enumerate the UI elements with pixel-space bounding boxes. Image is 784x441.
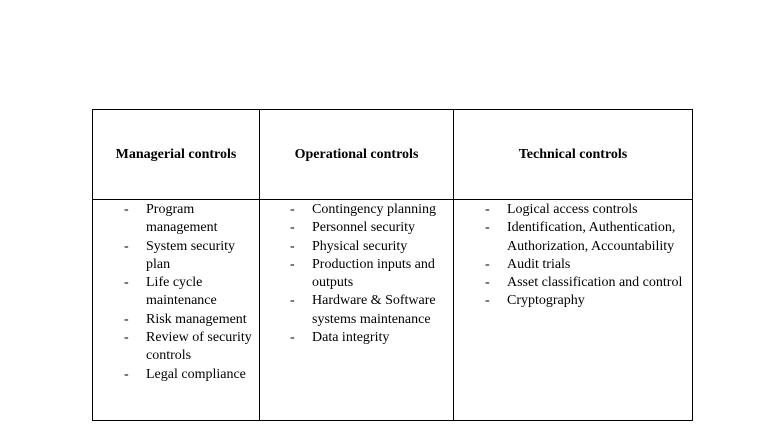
managerial-controls-cell: [93, 200, 260, 421]
header-technical-controls: Technical controls: [454, 110, 693, 200]
dash-bullet: -: [485, 220, 490, 236]
list-item: [93, 311, 259, 329]
list-item-text: Logical access controls: [507, 202, 638, 217]
list-item: [454, 256, 692, 274]
managerial-controls-list: [93, 200, 259, 384]
technical-controls-list: [454, 200, 692, 311]
list-item-text: Asset classification and control: [507, 275, 683, 291]
technical-controls-cell: [454, 200, 693, 421]
list-item: [454, 201, 692, 219]
dash-bullet: -: [290, 202, 295, 217]
list-item-text: Risk management: [146, 311, 247, 327]
list-item-text: Program management: [146, 202, 218, 236]
list-item: [93, 329, 259, 366]
dash-bullet: -: [290, 220, 295, 236]
dash-bullet: -: [485, 293, 490, 309]
list-item-text: Cryptography: [507, 293, 585, 309]
list-item-text: Production inputs and outputs: [312, 256, 435, 291]
dash-bullet: -: [124, 238, 129, 254]
dash-bullet: -: [124, 202, 129, 217]
list-item-text: Life cycle maintenance: [146, 275, 217, 309]
dash-bullet: -: [485, 256, 490, 272]
dash-bullet: -: [290, 293, 295, 309]
list-item: [260, 329, 453, 347]
list-item-text: Personnel security: [312, 220, 416, 236]
list-item: [93, 201, 259, 238]
list-item-text: System security plan: [146, 238, 236, 272]
dash-bullet: -: [124, 330, 129, 346]
header-managerial-controls: Managerial controls: [93, 110, 260, 200]
dash-bullet: -: [485, 202, 490, 217]
list-item-text: Hardware & Software systems maintenance: [312, 293, 436, 327]
header-row: [93, 110, 693, 200]
list-item: [260, 256, 453, 293]
list-item: [93, 274, 259, 311]
list-item: [260, 292, 453, 329]
dash-bullet: -: [124, 366, 129, 382]
list-item-text: Legal compliance: [146, 366, 246, 382]
header-operational-controls: Operational controls: [260, 110, 454, 200]
list-item: [260, 238, 453, 256]
list-item: [93, 366, 259, 384]
dash-bullet: -: [290, 256, 295, 272]
list-item-text: Identification, Authentication, Authorization, Accountability: [507, 220, 676, 254]
dash-bullet: -: [124, 311, 129, 327]
list-item: [93, 238, 259, 275]
operational-controls-list: [260, 200, 453, 347]
list-item-text: Data integrity: [312, 330, 390, 346]
dash-bullet: -: [290, 238, 295, 254]
list-item: [260, 219, 453, 237]
dash-bullet: -: [485, 275, 490, 291]
list-item: [454, 274, 692, 292]
body-row: [93, 200, 693, 421]
controls-table: [92, 109, 693, 421]
list-item: [260, 201, 453, 219]
list-item-text: Audit trials: [507, 256, 571, 272]
dash-bullet: -: [290, 330, 295, 346]
list-item-text: Review of security controls: [146, 330, 252, 364]
operational-controls-cell: [260, 200, 454, 421]
list-item-text: Contingency planning: [312, 202, 437, 217]
list-item: [454, 219, 692, 256]
list-item-text: Physical security: [312, 238, 408, 254]
list-item: [454, 292, 692, 310]
dash-bullet: -: [124, 275, 129, 291]
